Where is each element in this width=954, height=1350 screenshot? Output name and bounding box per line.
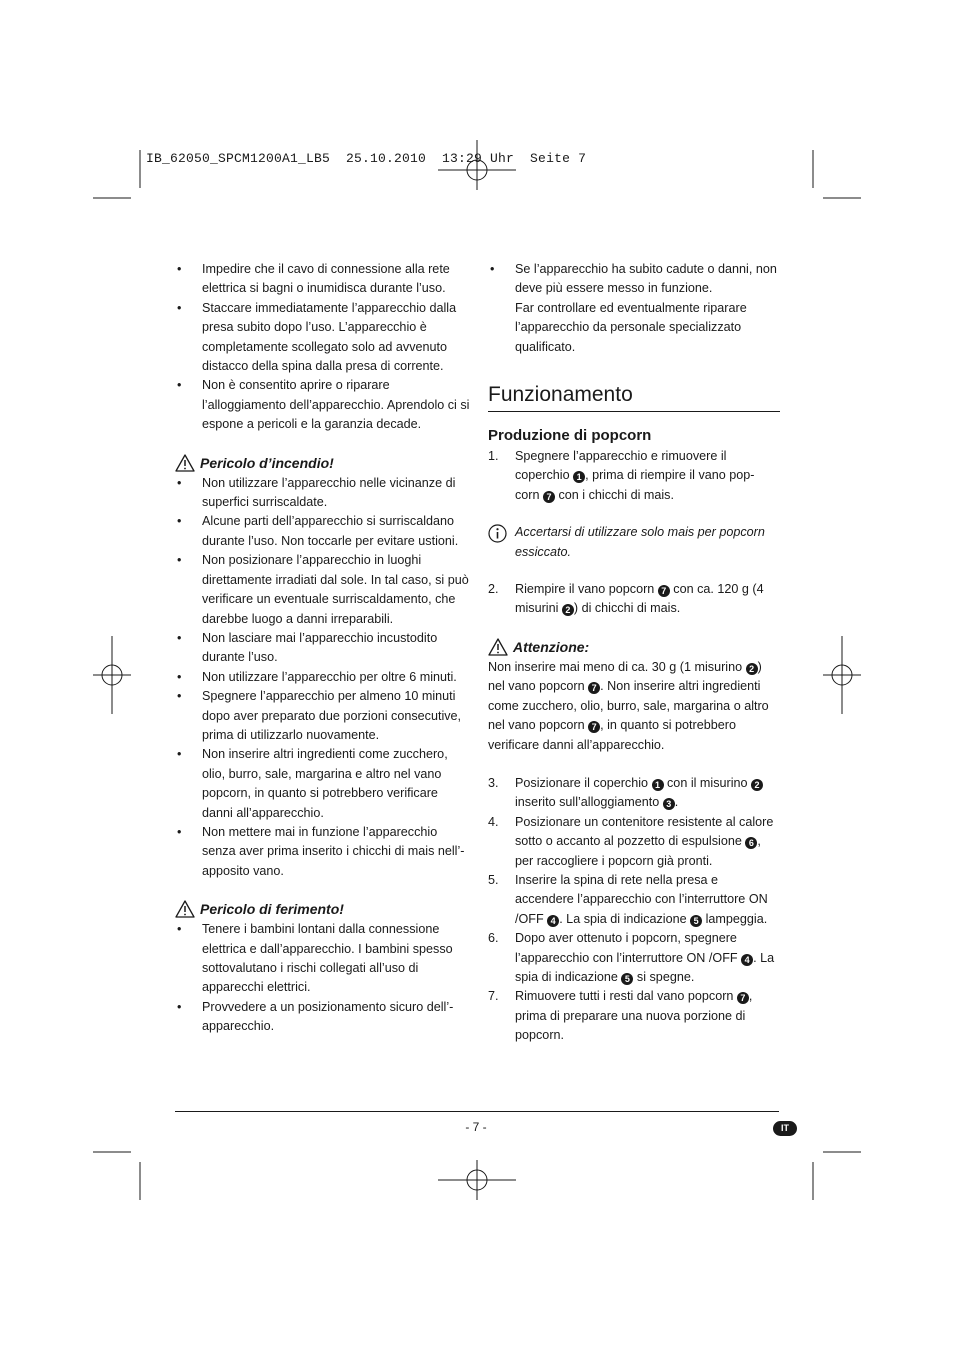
list-item: • Non posizionare l’apparecchio in luoghi direttamente irradiati dal sole. In tal caso, si può verificare un eventuale surriscaldamento, che darebbe luogo a danni irreparabili. — [175, 551, 470, 629]
steps-list-c — [488, 774, 780, 1046]
ref-badge: 7 — [588, 721, 600, 733]
info-note-text: Accertarsi di utilizzare solo mais per popcorn essiccato. — [515, 525, 765, 559]
injury-warning-list — [175, 920, 470, 1036]
fire-warning-title: Pericolo d’incendio! — [200, 454, 334, 471]
ref-badge: 2 — [746, 663, 758, 675]
step-item: 1. Spegnere l’apparecchio e rimuovere il coperchio 1 , prima di riempire il vano pop- corn 7 con i chicchi di mais. — [488, 449, 755, 502]
list-item: • Provvedere a un posizionamento sicuro dell’- apparecchio. — [175, 998, 470, 1037]
ref-badge: 1 — [652, 779, 664, 791]
list-item: • Impedire che il cavo di connessione alla rete elettrica si bagni o inumidisca durante l’uso. — [175, 260, 470, 299]
step-item: 3. Posizionare il coperchio 1 con il misurino 2 inserito sull’alloggiamento 3 . — [488, 774, 780, 813]
list-item: • Non inserire altri ingredienti come zucchero, olio, burro, sale, margarina e altro nel vano popcorn, in quanto si potrebbero verificare danni all’apparecchio. — [175, 745, 470, 823]
list-item: • Tenere i bambini lontani dalla connessione elettrica e dall’apparecchio. I bambini spesso sottovalutano i rischi collegati all’uso di apparecchi elettrici. — [175, 920, 470, 998]
warning-triangle-icon — [488, 638, 508, 656]
right-column — [488, 260, 780, 1046]
steps-list-b — [488, 580, 780, 619]
footer-rule — [175, 1111, 779, 1112]
ref-badge: 5 — [621, 973, 633, 985]
language-badge: IT — [773, 1121, 797, 1136]
ref-badge: 5 — [690, 915, 702, 927]
left-column — [175, 260, 470, 1037]
info-note — [488, 523, 780, 562]
list-item: • Non lasciare mai l’apparecchio incustodito durante l’uso. — [175, 629, 470, 668]
ref-badge: 4 — [741, 954, 753, 966]
steps-list-a — [488, 447, 780, 505]
list-item: • Non mettere mai in funzione l’apparecchio senza aver prima inserito i chicchi di mais nell’- apposito vano. — [175, 823, 470, 881]
warning-triangle-icon — [175, 454, 195, 472]
list-item: • Alcune parti dell’apparecchio si surriscaldano durante l’uso. Non toccarle per evitare ustioni. — [175, 512, 470, 551]
step-item: 5. Inserire la spina di rete nella presa e accendere l’apparecchio con l’interruttore ON /OFF 4 . La spia di indicazione 5 lampeggia. — [488, 872, 768, 926]
fire-warning-heading — [175, 453, 470, 473]
safety-list — [175, 260, 470, 435]
ref-badge: 7 — [737, 992, 749, 1004]
subsection-heading: Produzione di popcorn — [488, 427, 652, 445]
attention-text: Non inserire mai meno di ca. 30 g (1 misurino 2 ) nel vano popcorn 7 . Non inserire altri ingredienti come zucchero, olio, burro, sale, margarina o altro nel vano popcorn 7 , in quanto si potrebbero verificare danni all’apparecchio. — [488, 659, 769, 752]
step-item: 4. Posizionare un contenitore resistente al calore sotto o accanto al pozzetto di espulsione 6 , per raccogliere i popcorn già pronti. — [488, 814, 774, 868]
info-icon — [488, 524, 507, 543]
ref-badge: 7 — [543, 491, 555, 503]
step-item: 6. Dopo aver ottenuto i popcorn, spegnere l’apparecchio con l’interruttore ON /OFF 4 . La spia di indicazione 5 si spegne. — [488, 931, 775, 984]
warning-triangle-icon — [175, 900, 195, 918]
ref-badge: 7 — [658, 585, 670, 597]
ref-badge: 2 — [751, 779, 763, 791]
section-heading: Funzionamento — [488, 381, 780, 412]
list-item: • Se l’apparecchio ha subito cadute o danni, non deve più essere messo in funzione. Far controllare ed eventualmente riparare l’apparecchio da personale specializzato qualificato. — [488, 260, 780, 357]
step-item: 7. Rimuovere tutti i resti dal vano popcorn 7 , prima di preparare una nuova porzione di popcorn. — [488, 989, 753, 1043]
ref-badge: 2 — [562, 604, 574, 616]
fire-warning-list — [175, 474, 470, 882]
injury-warning-heading — [175, 899, 470, 919]
print-slug: IB_62050_SPCM1200A1_LB5 25.10.2010 13:29 Uhr Seite 7 — [146, 151, 587, 166]
list-item: • Non utilizzare l’apparecchio per oltre 6 minuti. — [175, 668, 470, 687]
damage-list — [488, 260, 780, 357]
ref-badge: 4 — [547, 915, 559, 927]
ref-badge: 7 — [588, 682, 600, 694]
list-item: • Non è consentito aprire o riparare l’alloggiamento dell’apparecchio. Aprendolo ci si espone a pericoli e la garanzia decade. — [175, 376, 470, 434]
page-number: - 7 - — [465, 1120, 487, 1134]
step-item: 2. Riempire il vano popcorn 7 con ca. 120 g (4 misurini 2 ) di chicchi di mais. — [488, 582, 764, 616]
ref-badge: 6 — [745, 837, 757, 849]
ref-badge: 1 — [573, 471, 585, 483]
list-item: • Spegnere l’apparecchio per almeno 10 minuti dopo aver preparato due porzioni consecutive, prima di utilizzarlo nuovamente. — [175, 687, 470, 745]
attention-title: Attenzione: — [513, 638, 590, 655]
attention-heading — [488, 637, 780, 657]
list-item: • Staccare immediatamente l’apparecchio dalla presa subito dopo l’uso. L’apparecchio è completamente scollegato solo ad avvenuto distacco della spina dalla presa di corrente. — [175, 299, 470, 377]
injury-warning-title: Pericolo di ferimento! — [200, 901, 344, 918]
ref-badge: 3 — [663, 798, 675, 810]
list-item: • Non utilizzare l’apparecchio nelle vicinanze di superfici surriscaldate. — [175, 474, 470, 513]
